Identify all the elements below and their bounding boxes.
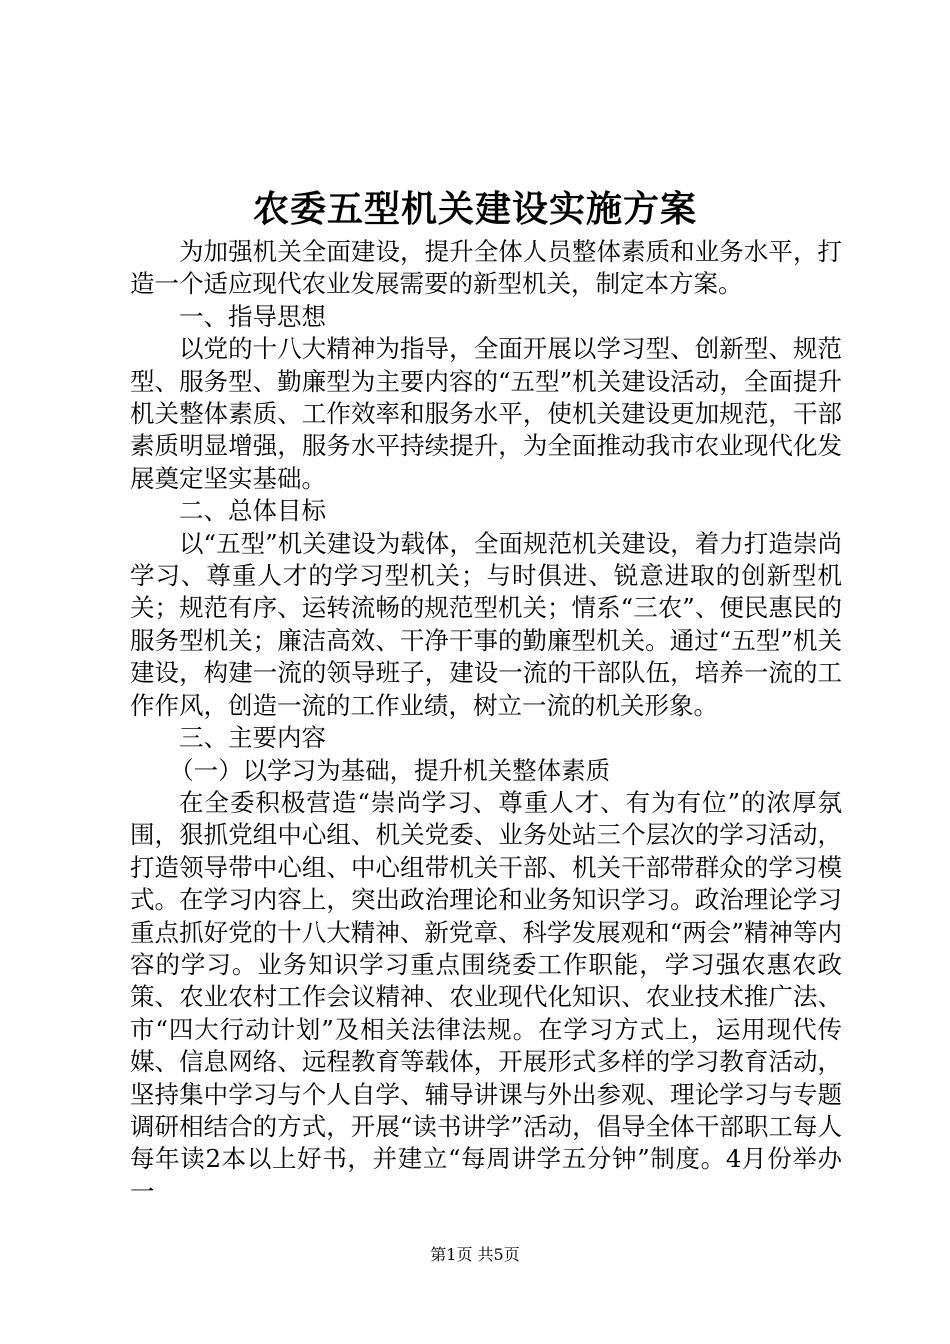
body-paragraph: 在全委积极营造“崇尚学习、尊重人才、有为有位”的浓厚氛围，狠抓党组中心组、机关党委、业务处站三个层次的学习活动，打造领导带中心组、中心组带机关干部、机关干部带群众的学习模式。在学习内容上，突出政治理论和业务知识学习。政治理论学习重点抓好党的十八大精神、新党章、科学发展观和“两会”精神等内容的学习。业务知识学习重点围绕委工作职能，学习强农惠农政策、农业农村工作会议精神、农业现代化知识、农业技术推广法、市“四大行动计划”及相关法律法规。在学习方式上，运用现代传媒、信息网络、远程教育等载体，开展形式多样的学习教育活动，坚持集中学习与个人自学、辅导讲课与外出参观、理论学习与专题调研相结合的方式，开展“读书讲学”活动，倡导全体干部职工每人每年读2本以上好书，并建立“每周讲学五分钟”制度。4月份举办一 [130,787,842,1206]
section-heading-main-content: 三、主要内容 [179,723,326,753]
document-title: 农委五型机关建设实施方案 [252,188,697,230]
section-heading-overall-goal: 二、总体目标 [179,496,326,526]
intro-paragraph: 为加强机关全面建设，提升全体人员整体素质和业务水平，打造一个适应现代农业发展需要的新型机关，制定本方案。 [130,237,842,299]
page-footer: 第1页 共5页 [430,1245,520,1264]
body-paragraph: 以“五型”机关建设为载体，全面规范机关建设，着力打造崇尚学习、尊重人才的学习型机关；与时俱进、锐意进取的创新型机关；规范有序、运转流畅的规范型机关；情系“三农”、便民惠民的服务型机关；廉洁高效、干净干事的勤廉型机关。通过“五型”机关建设，构建一流的领导班子，建设一流的干部队伍，培养一流的工作作风，创造一流的工作业绩，树立一流的机关形象。 [130,528,842,720]
subsection-heading-learning: （一）以学习为基础，提升机关整体素质 [169,755,611,785]
section-heading-guiding-thought: 一、指导思想 [179,301,326,331]
body-paragraph: 以党的十八大精神为指导，全面开展以学习型、创新型、规范型、服务型、勤廉型为主要内容的“五型”机关建设活动，全面提升机关整体素质、工作效率和服务水平，使机关建设更加规范，干部素质明显增强，服务水平持续提升，为全面推动我市农业现代化发展奠定坚实基础。 [130,334,842,493]
document-body [130,236,842,1208]
